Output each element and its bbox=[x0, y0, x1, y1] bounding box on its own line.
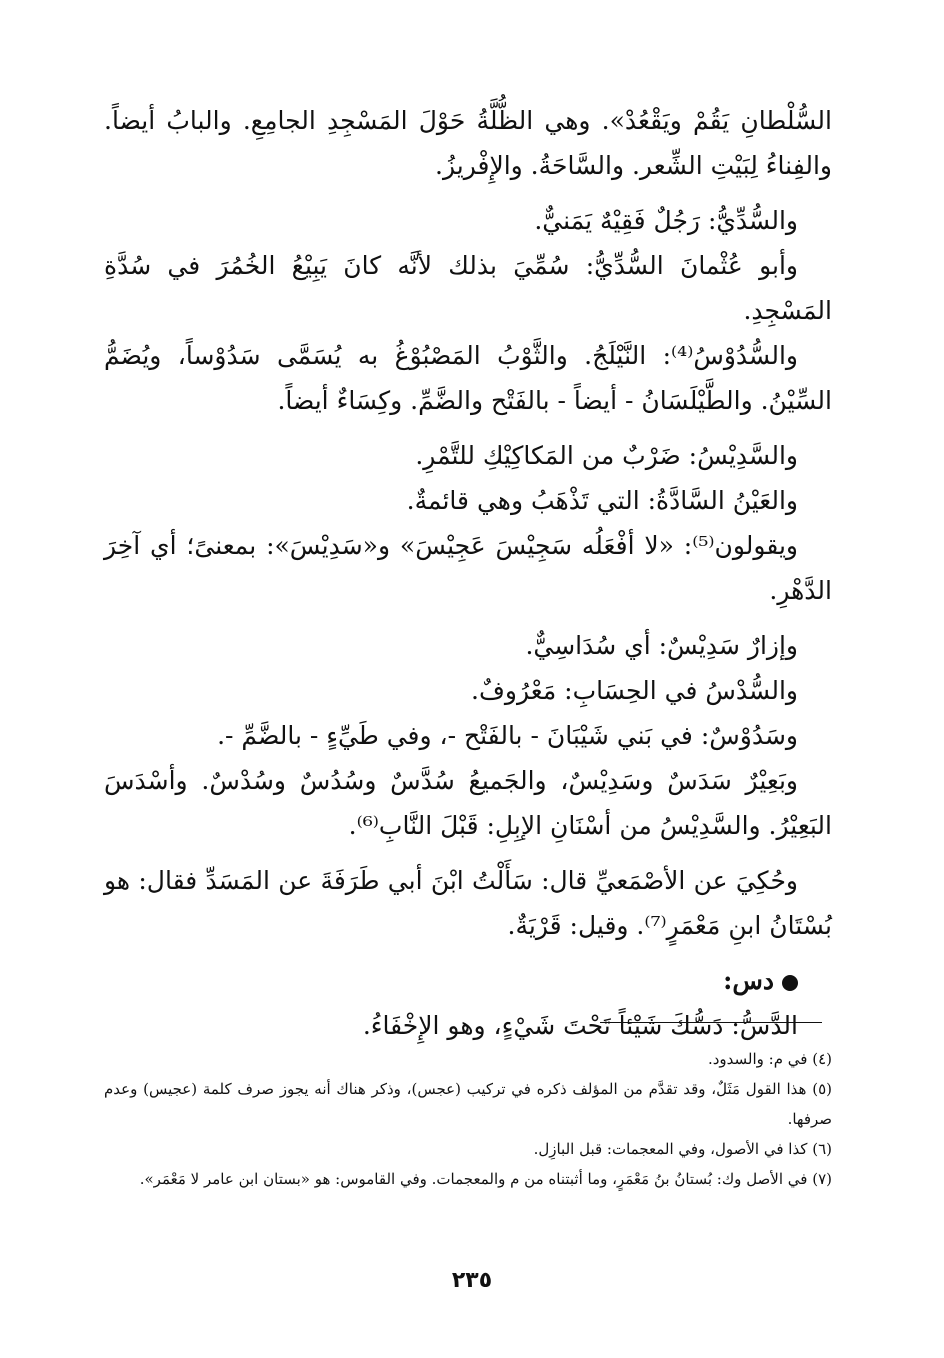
paragraph: وحُكِيَ عن الأصْمَعيِّ قال: سَأَلْتُ ابْنَ أبي طَرَفَةَ عن المَسَدِّ فقال: هو بُسْتَانُ ابنِ مَعْمَرٍ⁽⁷⁾. وقيل: قَرْيَةٌ. bbox=[104, 866, 832, 940]
page-number: ٢٣٥ bbox=[451, 1268, 493, 1293]
paragraph: وإزارٌ سَدِيْسٌ: أي سُدَاسِيٌّ. bbox=[525, 631, 798, 660]
main-text bbox=[104, 98, 832, 1048]
footnote: (٤) في م: والسدود. bbox=[707, 1050, 832, 1068]
footnote: (٥) هذا القول مَثَلٌ، وقد تقدَّم من المؤلف ذكره في تركيب (عجس)، وذكر هناك أنه يجوز صرف كلمة (عجيس) وعدم صرفها. bbox=[104, 1080, 832, 1128]
footnote-divider bbox=[600, 1022, 822, 1023]
paragraph: والسُّدِّيُّ: رَجُلٌ فَقِيْهٌ يَمَنيٌّ. bbox=[534, 206, 798, 235]
entry-heading-text: دس: bbox=[723, 966, 774, 995]
paragraph: والعَيْنُ السَّادَّةُ: التي تَذْهَبُ وهي قائمةٌ. bbox=[406, 486, 798, 515]
bullet-icon bbox=[782, 975, 798, 991]
paragraph: وسَدُوْسٌ: في بَني شَيْبَانَ - بالفَتْح -، وفي طَيِّءٍ - بالضَّمِّ -. bbox=[217, 721, 798, 750]
paragraph: الدَّسُّ: دَسُّكَ شَيْئاً تَحْتَ شَيْءٍ، وهو الإِخْفَاءُ. bbox=[362, 1011, 798, 1040]
footnote: (٧) في الأصل وك: بُستانُ بنُ مَعْمَرٍ، وما أثبتناه من م والمعجمات. وفي القاموس: هو «بستان ابن عامر لا مَعْمَر». bbox=[139, 1170, 832, 1188]
paragraph: وبَعِيْرٌ سَدَسٌ وسَدِيْسٌ، والجَميعُ سُدَّسٌ وسُدُسٌ وسُدْسٌ. وأسْدَسَ البَعِيْرُ. والسَّدِيْسُ من أسْنَانِ الإبِلِ: قَبْلَ النَّابِ⁽⁶⁾. bbox=[104, 766, 832, 840]
footnotes bbox=[104, 1044, 832, 1194]
paragraph: والسَّدِيْسُ: ضَرْبٌ من المَكاكِيْكِ للتَّمْرِ. bbox=[415, 441, 798, 470]
paragraph: السُّلْطانِ يَقُمْ ويَقْعُدْ». وهي الظُّلَّةُ حَوْلَ المَسْجِدِ الجامِعِ. والبابُ أيضاً. والفِناءُ لِبَيْتِ الشِّعر. والسَّاحَةُ. والإِفْريزُ. bbox=[104, 106, 832, 180]
paragraph: وأبو عُثْمانَ السُّدِّيُّ: سُمِّيَ بذلك لأنَّه كانَ يَبِيْعُ الخُمُرَ في سُدَّةِ المَسْجِدِ. bbox=[104, 251, 832, 325]
entry-heading bbox=[104, 958, 832, 1003]
paragraph: والسُّدْسُ في الحِسَابِ: مَعْرُوفٌ. bbox=[471, 676, 798, 705]
footnote: (٦) كذا في الأصول، وفي المعجمات: قبل البازِل. bbox=[533, 1140, 832, 1158]
paragraph: ويقولون⁽⁵⁾: «لا أفْعَلُه سَجِيْسَ عَجِيْسَ» و«سَدِيْسَ»: بمعنىً؛ أي آخِرَ الدَّهْرِ. bbox=[104, 531, 832, 605]
paragraph: والسُّدُوْسُ⁽⁴⁾: النَّيْلَجُ. والثَّوْبُ المَصْبُوْغُ به يُسَمَّى سَدُوْساً، ويُضَمُّ السِّيْنُ. والطَّيْلَسَانُ - أيضاً - بالفَتْح والضَّمِّ. وكِسَاءٌ أيضاً. bbox=[104, 341, 832, 415]
